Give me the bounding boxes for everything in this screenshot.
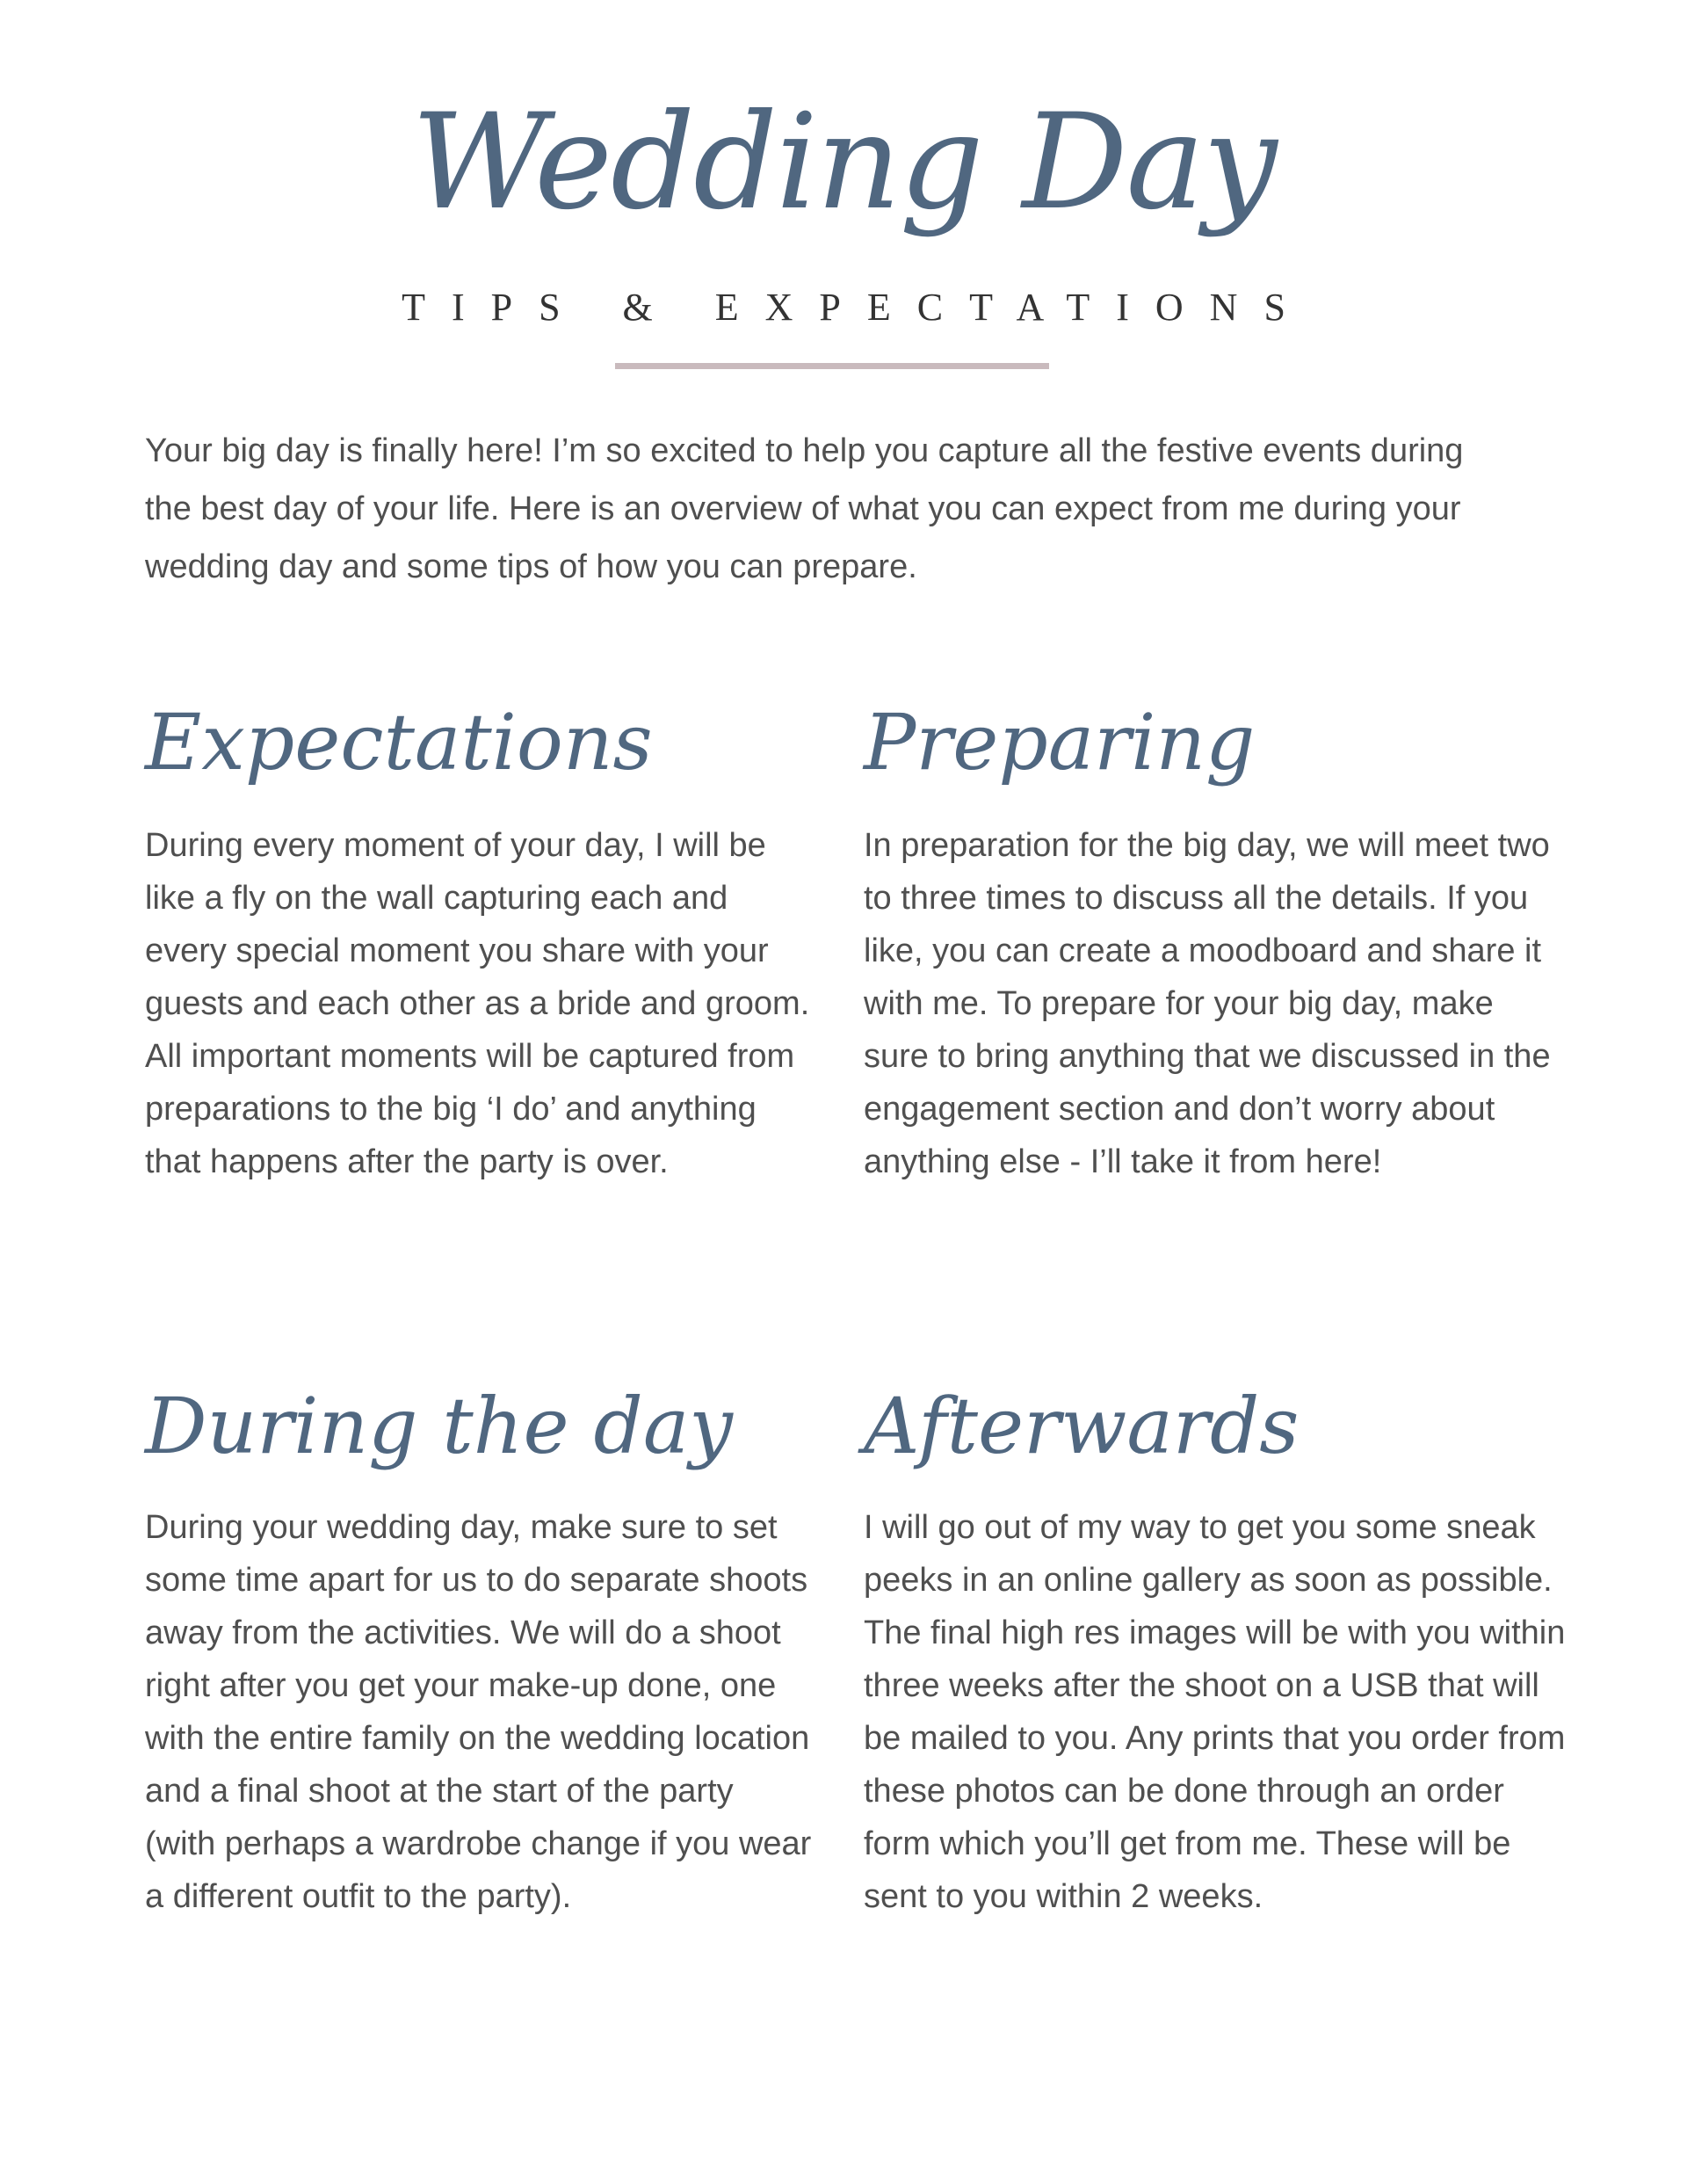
section-body-expectations: During every moment of your day, I will be like a fly on the wall capturing each and every special moment you share with your guests and each other as a bride and groom. All important moments will be captured from preparations to the big ‘I do’ and anything that happens after the party is over. (145, 827, 810, 1180)
section-body-during-the-day: During your wedding day, make sure to set some time apart for us to do separate shoots away from the activities. We will do a shoot right after you get your make-up done, one with the entire family on the wedding location and a final shoot at the start of the party (with perhaps a wardrobe change if you wear a different outfit to the party). (145, 1509, 812, 1915)
section-heading-preparing: Preparing (864, 697, 1256, 787)
section-body-preparing: In preparation for the big day, we will meet two to three times to discuss all the details. If you like, you can create a moodboard and share it with me. To prepare for your big day, make sure to bring anything that we discussed in the engagement section and don’t worry about anything else - I’ll take it from here! (864, 827, 1551, 1180)
section-heading-expectations: Expectations (145, 697, 653, 787)
intro-paragraph: Your big day is finally here! I’m so excited to help you capture all the festive events during the best day of your life. Here is an overview of what you can expect from me during your wedding day and some tips of how you can prepare. (145, 432, 1464, 585)
title-divider (615, 363, 1049, 369)
section-heading-afterwards: Afterwards (864, 1381, 1300, 1471)
section-heading-during-the-day: During the day (145, 1381, 734, 1471)
page-subtitle: TIPS & EXPECTATIONS (402, 286, 1312, 329)
page-title: Wedding Day (411, 86, 1276, 239)
section-body-afterwards: I will go out of my way to get you some sneak peeks in an online gallery as soon as possible. The final high res images will be with you within three weeks after the shoot on a USB that will be mailed to you. Any prints that you order from these photos can be done through an order form which you’ll get from me. These will be sent to you within 2 weeks. (864, 1509, 1566, 1915)
